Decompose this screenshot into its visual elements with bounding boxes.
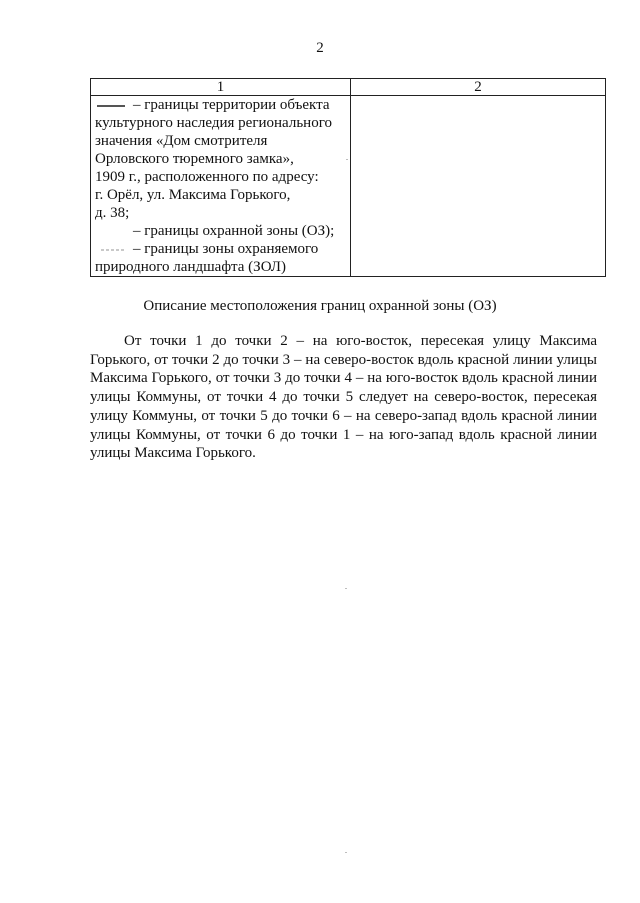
legend-table-body-row xyxy=(91,96,606,277)
scan-speck xyxy=(345,852,347,853)
column-header-1: 1 xyxy=(91,79,351,96)
legend-entry-territory xyxy=(95,96,346,114)
legend-text-line: 1909 г., расположенного по адресу: xyxy=(95,169,319,185)
boundary-description-paragraph: От точки 1 до точки 2 – на юго-восток, пересекая улицу Максима Горького, от точки 2 до точки 3 – на северо-восток вдоль красной линии улицы Максима Горького, от точки 3 до точки 4 – на юго-восток вдоль красной линии улицы Коммуны, от точки 4 до точки 5 следует на северо-восток, пересекая улицу Коммуны, от точки 5 до точки 6 – на северо-запад вдоль красной линии улицы Коммуны, от точки 6 до точки 1 – на юго-запад вдоль красной линии улицы Максима Горького. xyxy=(90,333,597,462)
legend-table-header-row xyxy=(91,79,606,96)
legend-text-line: – границы зоны охраняемого xyxy=(133,241,319,257)
legend-text-line: культурного наследия регионального xyxy=(95,115,332,131)
section-title: Описание местоположения границ охранной зоны (ОЗ) xyxy=(143,298,497,314)
column-header-2: 2 xyxy=(351,79,606,96)
legend-blank-cell xyxy=(351,96,606,277)
legend-text-line: – границы охранной зоны (ОЗ); xyxy=(133,223,335,239)
page-number: 2 xyxy=(316,40,324,56)
scan-speck xyxy=(346,159,348,160)
territory-boundary-line-icon xyxy=(95,101,129,111)
legend-cell xyxy=(91,96,351,277)
legend-text-line: природного ландшафта (ЗОЛ) xyxy=(95,259,286,275)
legend-text-line: Орловского тюремного замка», xyxy=(95,151,294,167)
legend-text-line: д. 38; xyxy=(95,205,130,221)
legend-text-line: – границы территории объекта xyxy=(133,97,330,113)
scan-speck xyxy=(345,588,347,589)
protection-zone-line-icon xyxy=(95,227,129,237)
legend-entry-protection-zone xyxy=(95,222,346,240)
legend-entry-landscape-zone xyxy=(95,240,346,258)
landscape-zone-line-icon xyxy=(95,245,129,255)
legend-table xyxy=(90,78,606,277)
legend-text-line: значения «Дом смотрителя xyxy=(95,133,268,149)
legend-text-line: г. Орёл, ул. Максима Горького, xyxy=(95,187,291,203)
